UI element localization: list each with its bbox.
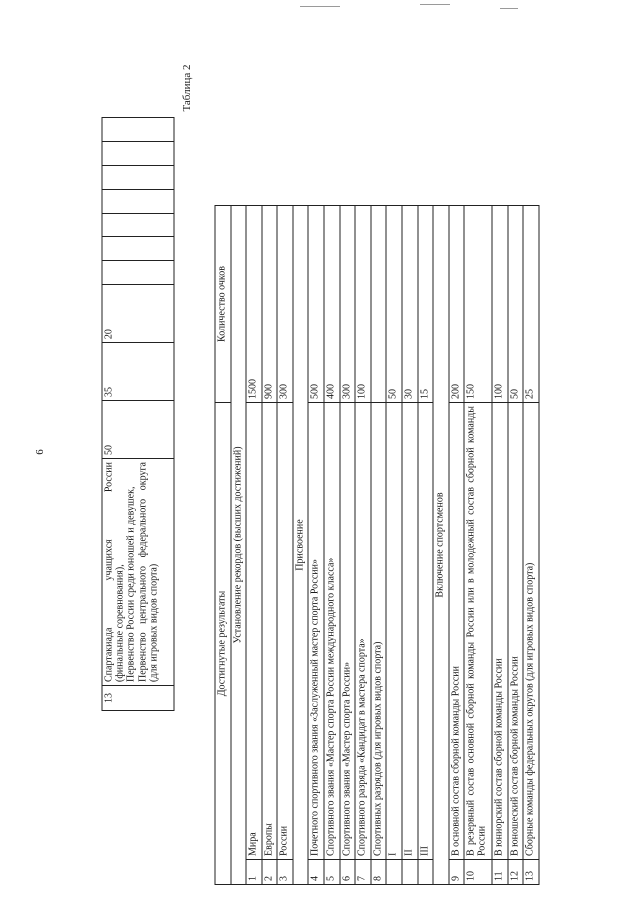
header-results: Достигнутые результаты xyxy=(215,403,231,885)
row-points: 50 xyxy=(386,206,402,403)
scan-artifact-line xyxy=(500,8,518,9)
row-number xyxy=(402,860,418,885)
row-number: 13 xyxy=(102,686,174,711)
table-row xyxy=(262,206,278,885)
row-number: 10 xyxy=(464,860,492,885)
row-text: Сборные команды федеральных округов (для игровых видов спорта) xyxy=(523,403,539,860)
section-row xyxy=(231,206,247,885)
value-cell xyxy=(102,141,174,165)
row-text: В юношеский состав сборной команды России xyxy=(508,403,524,860)
section-row xyxy=(293,206,309,885)
table-row xyxy=(102,118,174,711)
row-description xyxy=(102,459,174,686)
scan-artifact-line xyxy=(300,6,340,7)
row-number xyxy=(418,860,434,885)
row-text: России xyxy=(277,403,293,860)
scan-artifact-line xyxy=(420,4,450,5)
table-row xyxy=(277,206,293,885)
row-text: Спортивного звания «Мастер спорта России» xyxy=(340,403,356,860)
row-number: 5 xyxy=(324,860,340,885)
row-number: 12 xyxy=(508,860,524,885)
row-number: 3 xyxy=(277,860,293,885)
table-row xyxy=(402,206,418,885)
row-points: 300 xyxy=(340,206,356,403)
section-title: Установление рекордов (высших достижений) xyxy=(231,206,247,885)
table-row xyxy=(418,206,434,885)
value-cell xyxy=(102,189,174,213)
row-text: В юниорский состав сборной команды России xyxy=(492,403,508,860)
header-points: Количество очков xyxy=(215,206,231,403)
desc-line: (для игровых видов спорта) xyxy=(148,563,160,682)
desc-line: Первенство центрального федерального округа xyxy=(137,462,149,682)
row-text: Спортивного звания «Мастер спорта России международного класса» xyxy=(324,403,340,860)
row-number: 6 xyxy=(340,860,356,885)
table-row xyxy=(246,206,262,885)
row-text: Европы xyxy=(262,403,278,860)
table-row xyxy=(449,206,465,885)
table-header-row xyxy=(215,206,231,885)
row-text: III xyxy=(418,403,434,860)
value-cell: 50 xyxy=(102,401,174,459)
row-points: 50 xyxy=(508,206,524,403)
row-number xyxy=(386,860,402,885)
row-text: II xyxy=(402,403,418,860)
desc-line: Спартакиада учащихся России xyxy=(103,462,115,682)
row-points: 500 xyxy=(308,206,324,403)
row-text: В резервный состав основной сборной команды России или в молодежный состав сборной команды России xyxy=(464,403,492,860)
row-text: Спортивных разрядов (для игровых видов спорта) xyxy=(371,403,387,860)
row-points: 15 xyxy=(418,206,434,403)
row-text: Спортивного разряда «Кандидат в мастера спорта» xyxy=(355,403,371,860)
value-cell: 35 xyxy=(102,343,174,401)
table-label: Таблица 2 xyxy=(181,64,193,112)
row-number: 8 xyxy=(371,860,387,885)
row-number: 9 xyxy=(449,860,465,885)
page-number: 6 xyxy=(34,449,46,455)
section-title: Присвоение xyxy=(293,206,309,885)
row-points xyxy=(371,206,387,403)
row-points: 300 xyxy=(277,206,293,403)
table-2 xyxy=(215,205,540,885)
table-row xyxy=(464,206,492,885)
table-row xyxy=(355,206,371,885)
table-row xyxy=(371,206,387,885)
row-number: 2 xyxy=(262,860,278,885)
row-points: 100 xyxy=(355,206,371,403)
row-points: 150 xyxy=(464,206,492,403)
table-row xyxy=(492,206,508,885)
table-continuation xyxy=(102,117,175,711)
table-row xyxy=(340,206,356,885)
row-points: 1500 xyxy=(246,206,262,403)
row-points: 25 xyxy=(523,206,539,403)
section-title: Включение спортсменов xyxy=(433,206,449,885)
table-row xyxy=(308,206,324,885)
row-points: 100 xyxy=(492,206,508,403)
value-cell xyxy=(102,118,174,142)
row-number: 11 xyxy=(492,860,508,885)
value-cell: 20 xyxy=(102,285,174,343)
row-text: В основной состав сборной команды России xyxy=(449,403,465,860)
table-row xyxy=(523,206,539,885)
table-row xyxy=(386,206,402,885)
desc-line: (финальные соревнования), xyxy=(114,564,126,682)
row-text: Почетного спортивного звания «Заслуженный мастер спорта России» xyxy=(308,403,324,860)
row-points: 900 xyxy=(262,206,278,403)
row-number: 4 xyxy=(308,860,324,885)
row-points: 30 xyxy=(402,206,418,403)
row-number: 1 xyxy=(246,860,262,885)
section-row xyxy=(433,206,449,885)
row-text: I xyxy=(386,403,402,860)
table-row xyxy=(324,206,340,885)
table-row xyxy=(508,206,524,885)
row-text: Мира xyxy=(246,403,262,860)
value-cell xyxy=(102,237,174,261)
row-number: 7 xyxy=(355,860,371,885)
value-cell xyxy=(102,261,174,285)
value-cell xyxy=(102,165,174,189)
row-points: 400 xyxy=(324,206,340,403)
value-cell xyxy=(102,213,174,237)
desc-line: Первенство России среди юношей и девушек, xyxy=(125,486,137,682)
row-number: 13 xyxy=(523,860,539,885)
row-points: 200 xyxy=(449,206,465,403)
